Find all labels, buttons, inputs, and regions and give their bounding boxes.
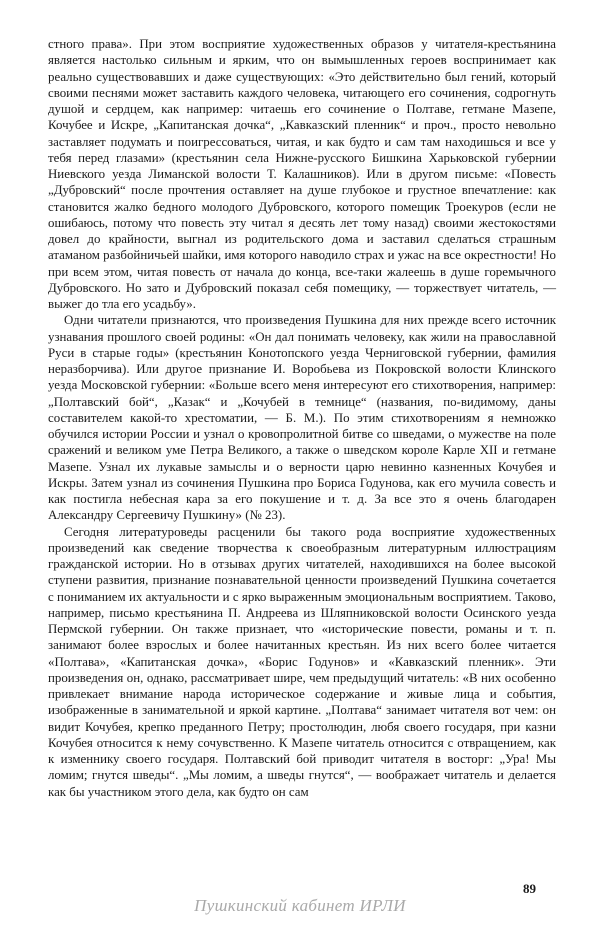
page-text [48, 36, 556, 800]
paragraph-3: Сегодня литературоведы расценили бы такого рода восприятие художественных произведений как сведение творчества к своеобразным литературным иллюстрациям гражданской истории. Но в отзывах других читателей, находившихся на более высокой ступени развития, признание познавательной ценности произведений Пушкина сочетается с пониманием их актуальности и с ярко выраженным эмоциональным восприятием. Таково, например, письмо крестьянина П. Андреева из Шляпниковской волости Осинского уезда Пермской губернии. Он также признает, что «исторические повести, романы и т. п. занимают более взрослых и более начитанных крестьян. Из них всего более читается «Полтава», «Капитанская дочка», «Борис Годунов» и «Кавказский пленник». Эти произведения он, однако, рассматривает шире, чем предыдущий читатель: «В них особенно привлекает внимание народа историческое содержание и живые лица и события, изображенные в занимательной и яркой картине. „Полтава“ занимает читателя вот чем: он видит Кочубея, крепко преданного Петру; простолюдин, любя своего государя, при казни Кочубея относится к нему сочувственно. К Мазепе читатель относится с отвращением, как к изменнику своего государя. Полтавский бой приводит читателя в восторг: „Ура! Мы ломим; гнутся шведы“. „Мы ломим, а шведы гнутся“, — воображает читатель и делается как бы участником этого дела, как будто он сам [48, 524, 556, 799]
paragraph-1: стного права». При этом восприятие художественных образов у читателя-крестьянина является настолько сильным и ярким, что он вымышленных героев воспринимает как реально существовавших и даже существующих: «Это действительно был гений, который своими песнями может заставить каждого человека, читающего его сочинения, содрогнуть душой и сердцем, как например: читаешь его сочинение о Полтаве, гетмане Мазепе, Кочубее и Искре, „Капитанская дочка“, „Кавказский пленник“ и проч., просто невольно заставляет подумать и поигрессоваться, читая, и как будто и сам там находишься и все у тебя перед глазами» (крестьянин села Нижне-русского Бишкина Харьковской губернии Ниевского уезда Лиманской волости Т. Калашников). Или в другом письме: «Повесть „Дубровский“ после прочтения оставляет на душе глубокое и грустное впечатление: как становится жалко бедного молодого Дубровского, которого помещик Троекуров (если не ошибаюсь, потому что повесть эту читал я десять лет тому назад) своими жестокостями довел до крайности, выгнал из родительского дома и заставил сделаться страшным атаманом разбойничьей шайки, имя которого наводило страх и ужас на все окрестности! Но при всем этом, читая повесть от начала до конца, все-таки жалеешь в душе горемычного Дубровского. Но зато и Дубровский показал себя помещику, — торжествует читатель, — выжег до тла его усадьбу». [48, 37, 556, 311]
page-number: 89 [523, 881, 536, 896]
paragraph-2: Одни читатели признаются, что произведения Пушкина для них прежде всего источник узнавания прошлого своей родины: «Он дал понимать человеку, как жили на православной Руси в старые годы» (крестьянин Конотопского уезда Черниговской губернии, фамилия неразборчива). Или другое признание И. Воробьева из Покровской волости Клинского уезда Московской губернии: «Больше всего меня интересуют его стихотворения, например: „Полтавский бой“, „Казак“ и „Кочубей в темнице“ (названия, по-видимому, даны составителем какой-то хрестоматии, — Б. М.). По этим стихотворениям я немножко обучился истории России и узнал о кровопролитной битве со шведами, о мужестве на поле сражений и великом уме Петра Великого, а также о шведском короле Карле XII и гетмане Мазепе. Узнал их лукавые замыслы и о верности царю невинно казненных Кочубея и Искры. Затем узнал из сочинения Пушкина про Бориса Годунова, как его мучила совесть и как постигла небесная кара за его покушение и т. д. За все это я очень благодарен Александру Сергеевичу Пушкину» (№ 23). [48, 313, 556, 523]
watermark: Пушкинский кабинет ИРЛИ [194, 896, 406, 915]
